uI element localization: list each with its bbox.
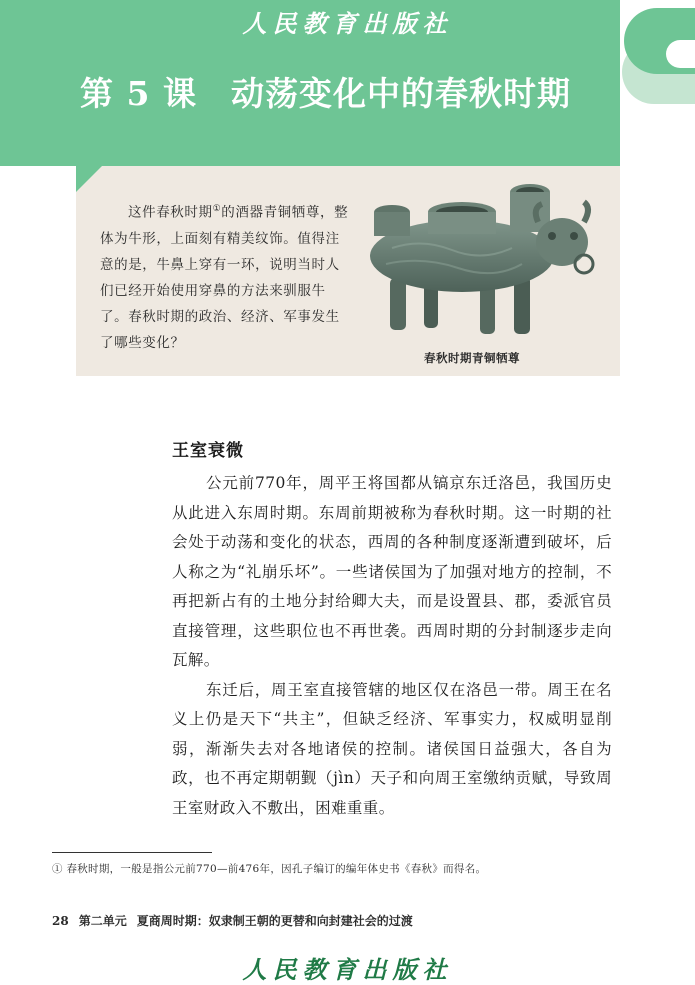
section-heading: 王室衰微 xyxy=(172,441,244,461)
paragraph: 公元前770年，周平王将国都从镐京东迁洛邑，我国历史从此进入东周时期。东周前期被称为春秋时期。这一时期的社会处于动荡和变化的状态，西周的各种制度逐渐遭到破坏，后人称之为“礼崩乐坏”。一些诸侯国为了加强对地方的控制，不再把新占有的土地分封给卿大夫，而是设置县、郡，委派官员直接管理，这些职位也不再世袭。西周时期的分封制逐步走向瓦解。 xyxy=(172,474,612,669)
publisher-logo-top: 人民教育出版社 xyxy=(242,9,453,38)
page-number: 28 xyxy=(52,914,69,928)
body-text xyxy=(172,469,612,823)
paragraph: 东迁后，周王室直接管辖的地区仅在洛邑一带。周王在名义上仍是天下“共主”，但缺乏经济、军事实力，权威明显削弱，渐渐失去对各地诸侯的控制。诸侯国日益强大，各自为政，也不再定期朝觐（jìn）天子和向周王室缴纳贡赋，导致周王室财政入不敷出，困难重重。 xyxy=(172,680,612,817)
footnote-marker[interactable]: ① xyxy=(212,204,222,214)
intro-text-start: 这件春秋时期 xyxy=(128,204,213,221)
lesson-title-text: 动荡变化中的春秋时期 xyxy=(230,74,571,113)
unit-label: 第二单元 xyxy=(78,914,127,928)
page-tab-notch xyxy=(666,40,695,68)
bronze-ox-vessel-image xyxy=(362,178,602,338)
intro-panel-fold xyxy=(76,166,102,192)
image-caption: 春秋时期青铜牺尊 xyxy=(424,351,520,365)
unit-title: 夏商周时期：奴隶制王朝的更替和向封建社会的过渡 xyxy=(136,914,413,928)
footnote-divider xyxy=(52,852,212,853)
lesson-title xyxy=(80,68,571,115)
lesson-number: 第 5 课 xyxy=(80,74,197,113)
publisher-logo-bottom: 人民教育出版社 xyxy=(242,955,453,984)
footnote: ① 春秋时期，一般是指公元前770—前476年，因孔子编订的编年体史书《春秋》而得名。 xyxy=(52,863,487,875)
intro-text-rest: 的酒器青铜牺尊，整体为牛形，上面刻有精美纹饰。值得注意的是，牛鼻上穿有一环，说明当时人们已经开始使用穿鼻的方法来驯服牛了。春秋时期的政治、经济、军事发生了哪些变化？ xyxy=(100,204,349,351)
intro-text xyxy=(100,196,352,356)
page-footer xyxy=(52,912,423,929)
